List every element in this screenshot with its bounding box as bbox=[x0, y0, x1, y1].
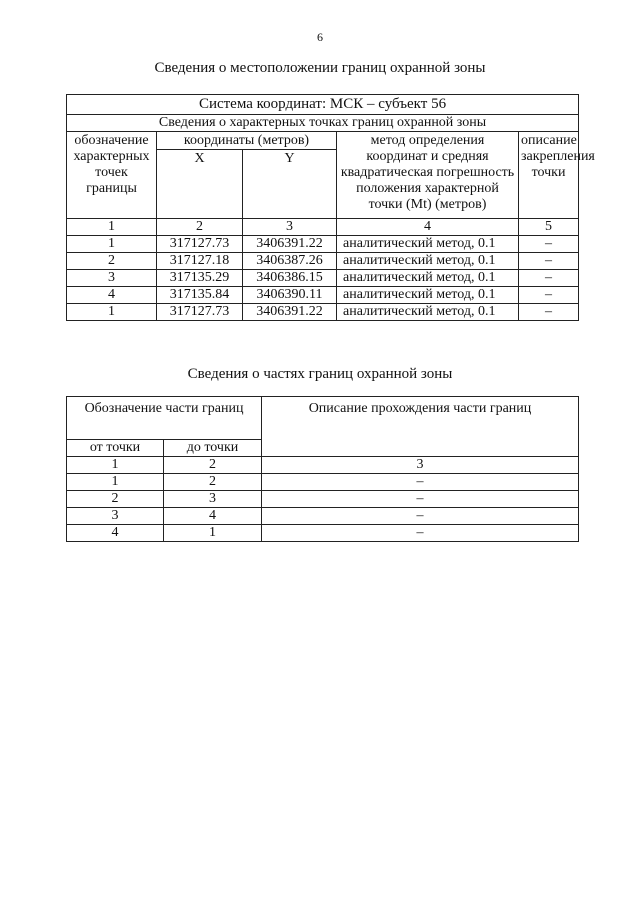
col-to-point: до точки bbox=[164, 440, 262, 457]
from-cell: 4 bbox=[67, 525, 164, 542]
column-number: 2 bbox=[164, 457, 262, 474]
column-number: 4 bbox=[337, 219, 519, 236]
desc-cell: – bbox=[262, 508, 579, 525]
y-cell: 3406386.15 bbox=[243, 270, 337, 287]
table-row bbox=[67, 491, 579, 508]
from-cell: 3 bbox=[67, 508, 164, 525]
to-cell: 3 bbox=[164, 491, 262, 508]
method-cell: аналитический метод, 0.1 bbox=[337, 287, 519, 304]
method-cell: аналитический метод, 0.1 bbox=[337, 304, 519, 321]
method-cell: аналитический метод, 0.1 bbox=[337, 253, 519, 270]
x-cell: 317127.73 bbox=[157, 236, 243, 253]
table-row bbox=[67, 287, 579, 304]
table-row bbox=[67, 253, 579, 270]
y-cell: 3406391.22 bbox=[243, 304, 337, 321]
col-coordinates: координаты (метров) bbox=[157, 132, 337, 150]
coordinate-system: Система координат: МСК – субъект 56 bbox=[67, 95, 579, 115]
col-description: описание закрепления точки bbox=[519, 132, 579, 219]
table-row bbox=[67, 270, 579, 287]
col-y: Y bbox=[243, 150, 337, 219]
y-cell: 3406391.22 bbox=[243, 236, 337, 253]
desc-cell: – bbox=[519, 236, 579, 253]
col-part-description: Описание прохождения части границ bbox=[262, 397, 579, 457]
table-row bbox=[67, 525, 579, 542]
column-number: 2 bbox=[157, 219, 243, 236]
desc-cell: – bbox=[519, 270, 579, 287]
column-numbering bbox=[67, 219, 579, 236]
col-part-designation: Обозначение части границ bbox=[67, 397, 262, 440]
point-cell: 4 bbox=[67, 287, 157, 304]
from-cell: 2 bbox=[67, 491, 164, 508]
parts-table bbox=[66, 396, 579, 542]
point-cell: 1 bbox=[67, 236, 157, 253]
x-cell: 317127.73 bbox=[157, 304, 243, 321]
x-cell: 317135.29 bbox=[157, 270, 243, 287]
col-from-point: от точки bbox=[67, 440, 164, 457]
method-cell: аналитический метод, 0.1 bbox=[337, 270, 519, 287]
method-cell: аналитический метод, 0.1 bbox=[337, 236, 519, 253]
point-cell: 3 bbox=[67, 270, 157, 287]
desc-cell: – bbox=[519, 304, 579, 321]
column-numbering bbox=[67, 457, 579, 474]
x-cell: 317135.84 bbox=[157, 287, 243, 304]
to-cell: 4 bbox=[164, 508, 262, 525]
page-number: 6 bbox=[317, 30, 323, 44]
desc-cell: – bbox=[519, 287, 579, 304]
point-cell: 2 bbox=[67, 253, 157, 270]
column-number: 1 bbox=[67, 457, 164, 474]
column-number: 1 bbox=[67, 219, 157, 236]
y-cell: 3406387.26 bbox=[243, 253, 337, 270]
col-method: метод определения координат и средняя квадратическая погрешность положения характерной точки (Mt) (метров) bbox=[337, 132, 519, 219]
col-x: X bbox=[157, 150, 243, 219]
to-cell: 1 bbox=[164, 525, 262, 542]
column-number: 3 bbox=[243, 219, 337, 236]
column-number: 5 bbox=[519, 219, 579, 236]
points-table bbox=[66, 94, 595, 321]
desc-cell: – bbox=[262, 491, 579, 508]
from-cell: 1 bbox=[67, 474, 164, 491]
desc-cell: – bbox=[262, 525, 579, 542]
table-row bbox=[67, 236, 579, 253]
table-row bbox=[67, 508, 579, 525]
table-row bbox=[67, 474, 579, 491]
points-subtitle: Сведения о характерных точках границ охранной зоны bbox=[67, 115, 579, 132]
point-cell: 1 bbox=[67, 304, 157, 321]
parts-title: Сведения о частях границ охранной зоны bbox=[187, 366, 453, 382]
col-designation: обозначение характерных точек границы bbox=[67, 132, 157, 219]
y-cell: 3406390.11 bbox=[243, 287, 337, 304]
location-title: Сведения о местоположении границ охранной зоны bbox=[154, 60, 486, 76]
desc-cell: – bbox=[519, 253, 579, 270]
x-cell: 317127.18 bbox=[157, 253, 243, 270]
column-number: 3 bbox=[262, 457, 579, 474]
to-cell: 2 bbox=[164, 474, 262, 491]
desc-cell: – bbox=[262, 474, 579, 491]
table-row bbox=[67, 304, 579, 321]
